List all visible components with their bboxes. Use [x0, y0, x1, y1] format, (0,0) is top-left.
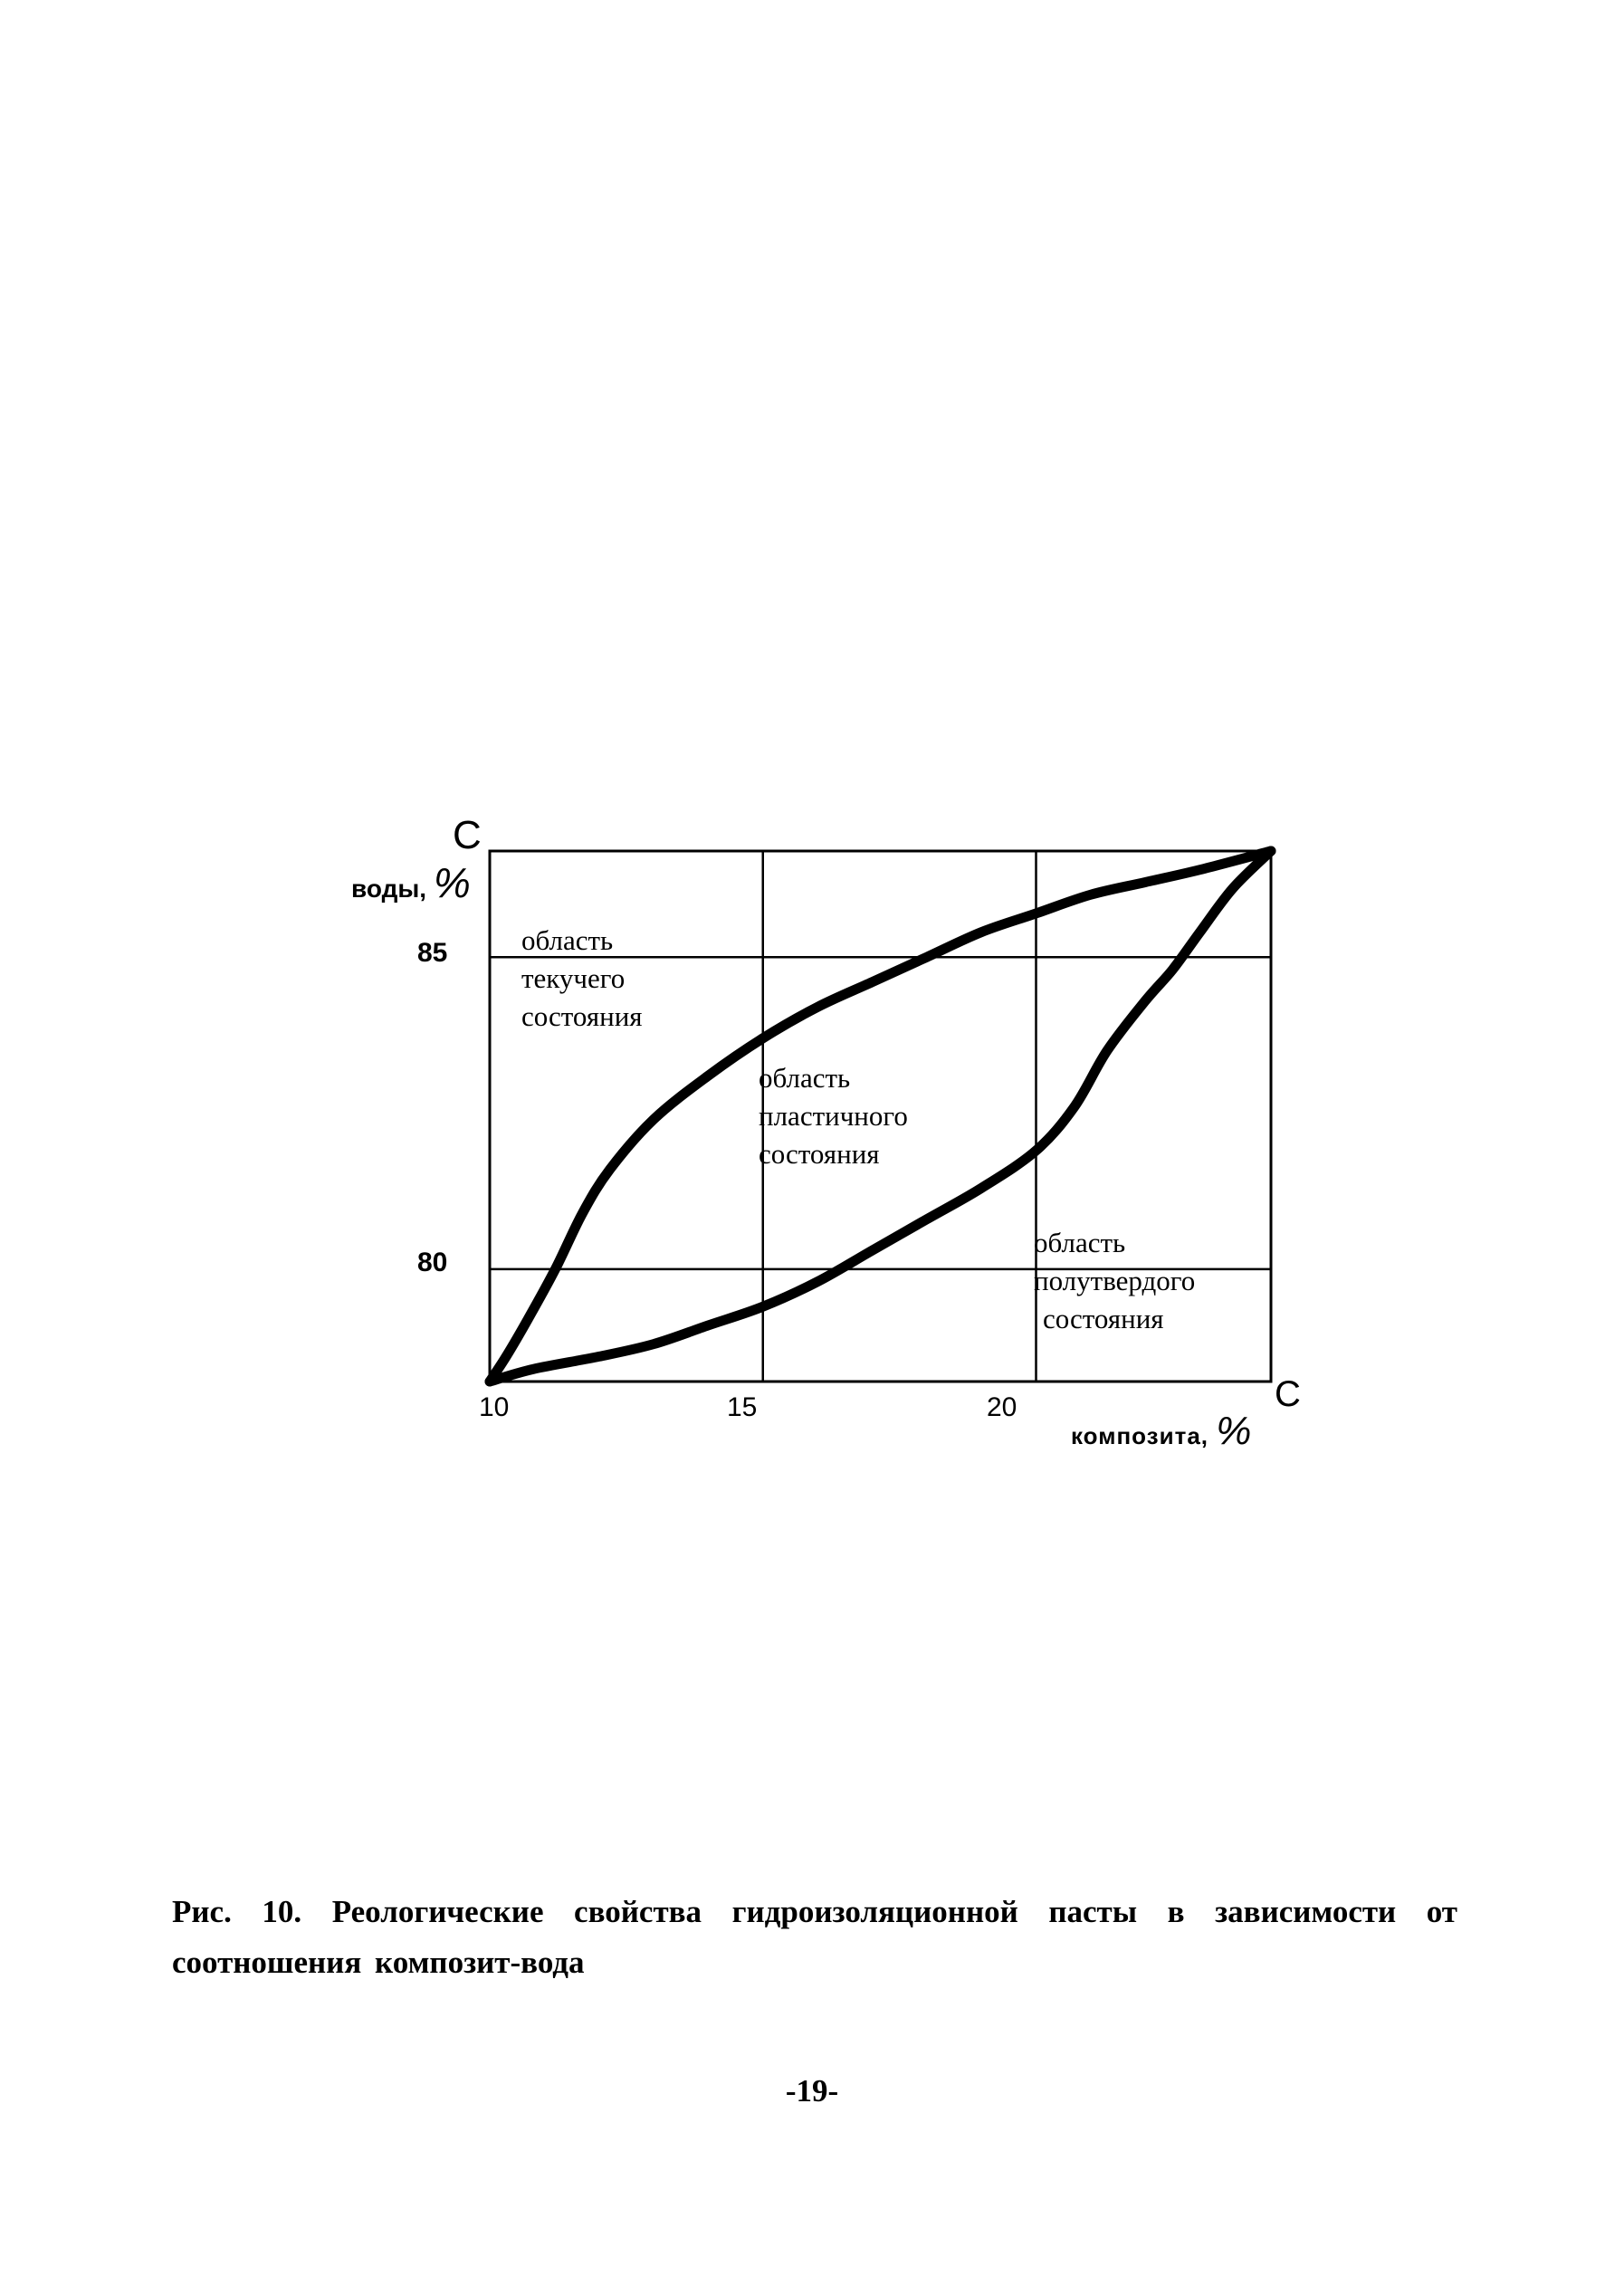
region-label-line: текучего [521, 962, 626, 994]
region-label-line: область [1034, 1227, 1126, 1258]
region-label-fluid [521, 922, 643, 1036]
y-axis-symbol: C [453, 813, 482, 857]
region-label-plastic [759, 1059, 908, 1173]
x-tick-label: 15 [727, 1392, 758, 1422]
region-label-line: состояния [1043, 1303, 1164, 1334]
region-label-line: состояния [521, 1000, 643, 1032]
region-label-line: состояния [759, 1138, 880, 1170]
region-label-line: полутвердого [1034, 1265, 1196, 1296]
y-tick-label: 80 [417, 1248, 448, 1277]
figure-caption: Рис. 10. Реологические свойства гидроизоляционной пасты в зависимости от соотношения композит-вода [172, 1894, 1457, 1980]
x-axis-label: композита, % [1071, 1409, 1253, 1453]
region-label-line: область [759, 1062, 851, 1094]
page-number: -19- [785, 2073, 839, 2109]
x-tick-label: 20 [987, 1392, 1017, 1422]
y-tick-label: 85 [417, 938, 448, 968]
x-axis-symbol: C [1275, 1374, 1301, 1414]
x-tick-label: 10 [479, 1392, 510, 1422]
y-axis-unit: % [433, 859, 471, 906]
region-label-line: пластичного [759, 1100, 908, 1132]
x-axis-unit: % [1216, 1409, 1253, 1453]
region-label-semisolid [1034, 1224, 1195, 1338]
y-axis-label: воды, % [351, 859, 471, 906]
region-label-line: область [521, 924, 614, 956]
